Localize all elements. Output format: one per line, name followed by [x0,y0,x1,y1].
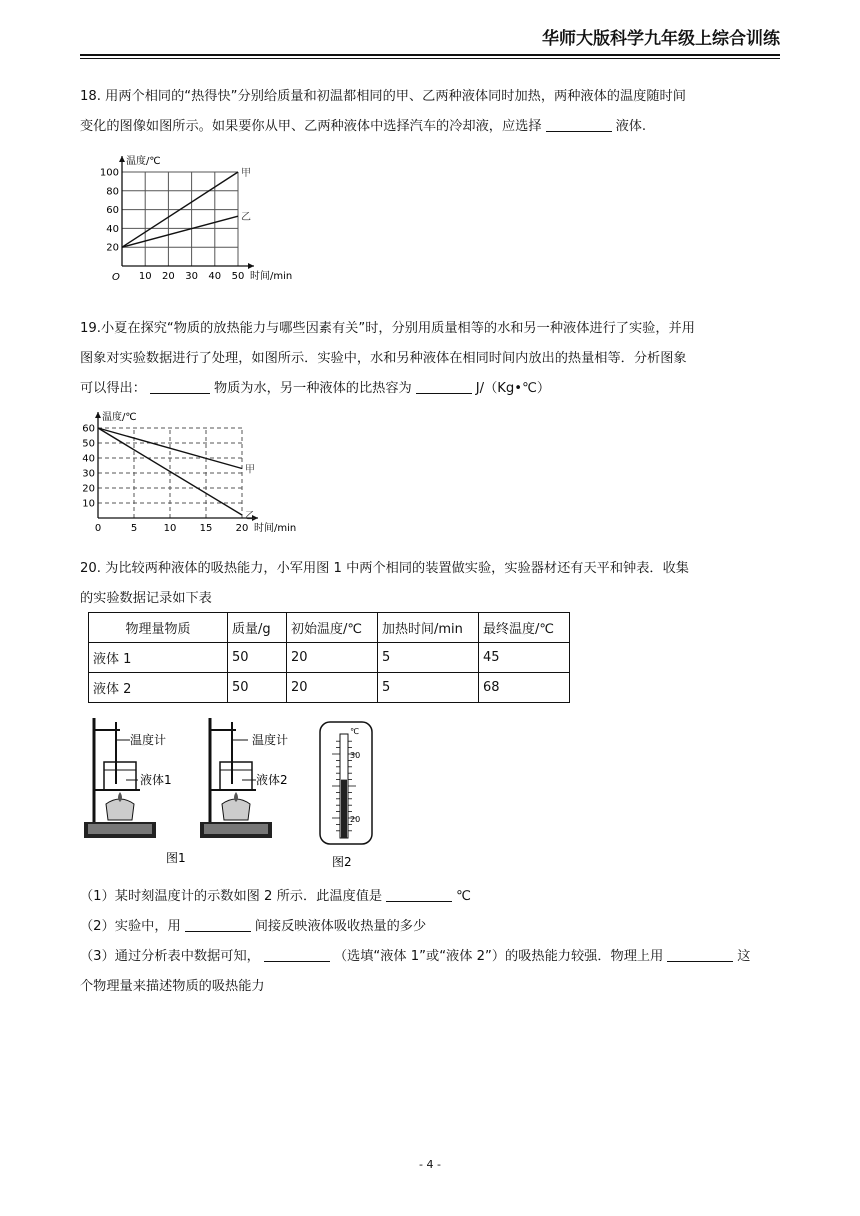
header-rule [80,54,780,56]
y-tick-label: 60 [82,423,95,435]
q20-sub1-blank[interactable] [386,887,452,902]
thermometer-unit: ℃ [350,727,359,736]
x-tick-label: 20 [162,271,175,282]
q20-sub2-b: 间接反映液体吸收热量的多少 [254,919,427,934]
apparatus-right [200,718,288,838]
x-axis-label: 时间/min [254,523,297,534]
page-header-title: 华师大版科学九年级上综合训练 [542,29,780,49]
fig1-liquid2-label: 液体2 [256,773,288,787]
fig1-thermo-label-left: 温度计 [130,733,167,747]
table-header-cell: 物理量物质 [89,613,228,643]
y-tick-label: 100 [99,167,119,179]
apparatus-left [84,718,172,838]
q20-sub3-line2: 个物理量来描述物质的吸热能力 [80,979,265,994]
series-label: 甲 [241,168,251,179]
question-20 [80,554,780,614]
x-tick-label: 20 [235,523,249,534]
y-tick-label: 40 [106,223,119,235]
header-rule-thin [80,58,780,59]
q19-answer-blank-1[interactable] [150,379,210,394]
y-tick-label: 60 [106,205,119,217]
x-tick-label: 0 [94,523,102,534]
q20-sub3-a: （3）通过分析表中数据可知， [80,949,260,964]
y-tick-label: 50 [82,438,95,450]
thermometer-tick-20: 20 [350,815,361,824]
y-axis-arrow [95,412,101,418]
q19-line3-b: 物质为水，另一种液体的比热容为 [213,381,412,396]
table-cell: 50 [228,643,287,673]
q19-line2: 图象对实验数据进行了处理，如图所示．实验中，水和另种液体在相同时间内放出的热量相等．分析图象 [80,351,687,366]
question-19 [80,314,780,404]
chart-18-temperature-heating [96,150,316,306]
x-tick-label: 10 [138,271,152,282]
x-axis-arrow [248,263,254,269]
series-line [98,428,242,469]
table-cell: 68 [479,673,570,703]
table-header-cell: 初始温度/℃ [287,613,378,643]
q20-sub1-a: （1）某时刻温度计的示数如图 2 所示．此温度值是 [80,889,383,904]
series-label: 乙 [241,212,251,224]
chart-19-temperature-cooling [80,398,320,556]
q20-line1: 20. 为比较两种液体的吸热能力，小军用图 1 中两个相同的装置做实验，实验器材还有天平和钟表．收集 [80,561,689,576]
table-cell: 50 [228,673,287,703]
q20-sub2-blank[interactable] [185,917,251,932]
q18-answer-blank[interactable] [546,117,612,132]
y-tick-label: 80 [106,186,119,198]
chart-18-axes [119,156,254,269]
x-axis-label: 时间/min [250,271,293,282]
table-cell: 45 [479,643,570,673]
y-axis-label: 温度/℃ [102,412,137,423]
table-header-cell: 质量/g [228,613,287,643]
q19-answer-blank-2[interactable] [416,379,472,394]
figure-1-apparatus [80,712,320,872]
x-tick-label: 10 [163,523,177,534]
q20-sub2-a: （2）实验中，用 [80,919,181,934]
thermometer-tick-30: 30 [350,751,361,760]
thermometer-mercury [341,780,347,838]
x-tick-label: 50 [231,271,245,282]
y-axis-label: 温度/℃ [126,156,161,167]
q20-sub3-blank-2[interactable] [667,947,733,962]
table-cell: 液体 1 [89,643,228,673]
q19-line3-c: J/（Kg•℃） [475,381,551,396]
table-cell: 液体 2 [89,673,228,703]
table-header-cell: 加热时间/min [378,613,479,643]
q20-line2: 的实验数据记录如下表 [80,591,212,606]
y-tick-label: 20 [106,242,119,254]
series-label: 甲 [245,464,255,476]
y-axis-arrow [119,156,125,162]
table-row [89,673,570,703]
x-tick-label: 5 [130,523,138,534]
x-tick-label: 40 [208,271,222,282]
page-number: - 4 - [419,1158,441,1171]
y-tick-label: 30 [82,468,95,480]
question-18 [80,82,780,142]
data-table [88,612,570,703]
q20-sub1-b: ℃ [456,889,471,904]
x-tick-label: 30 [185,271,198,282]
q20-sub3-b: （选填“液体 1”或“液体 2”）的吸热能力较强．物理上用 [333,949,664,964]
chart-18-grid [122,172,238,266]
fig2-caption: 图2 [332,855,352,869]
chart-18-labels [100,154,292,283]
figure-2-thermometer [312,720,382,876]
chart-19-labels [82,410,296,534]
table-cell: 5 [378,673,479,703]
table-row [89,643,570,673]
q18-line1: 18. 用两个相同的“热得快”分别给质量和初温都相同的甲、乙两种液体同时加热，两种液体的温度随时间 [80,89,686,104]
q20-sub3-blank-1[interactable] [264,947,330,962]
table-cell: 5 [378,643,479,673]
x-tick-label: 15 [199,523,213,534]
y-tick-label: 20 [82,483,95,495]
q19-line3-a: 可以得出： [80,381,146,396]
y-tick-label: 10 [82,498,95,510]
q20-subquestions [80,882,780,1002]
fig1-caption: 图1 [166,851,186,865]
origin-label: O [112,272,120,283]
q20-sub3-c: 这 [737,949,751,964]
y-tick-label: 40 [82,453,95,465]
table-header-row [89,613,570,643]
series-label: 乙 [245,511,255,522]
fig1-liquid1-label: 液体1 [140,773,172,787]
fig1-thermo-label-right: 温度计 [252,733,289,747]
table-cell: 20 [287,643,378,673]
q19-line1: 19.小夏在探究“物质的放热能力与哪些因素有关”时，分别用质量相等的水和另一种液体进行了实验，并用 [80,321,695,336]
table-cell: 20 [287,673,378,703]
q18-line2-a: 变化的图像如图所示。如果要你从甲、乙两种液体中选择汽车的冷却液，应选择 [80,119,542,134]
table-header-cell: 最终温度/℃ [479,613,570,643]
q18-line2-b: 液体. [615,119,647,134]
series-line [122,216,238,247]
